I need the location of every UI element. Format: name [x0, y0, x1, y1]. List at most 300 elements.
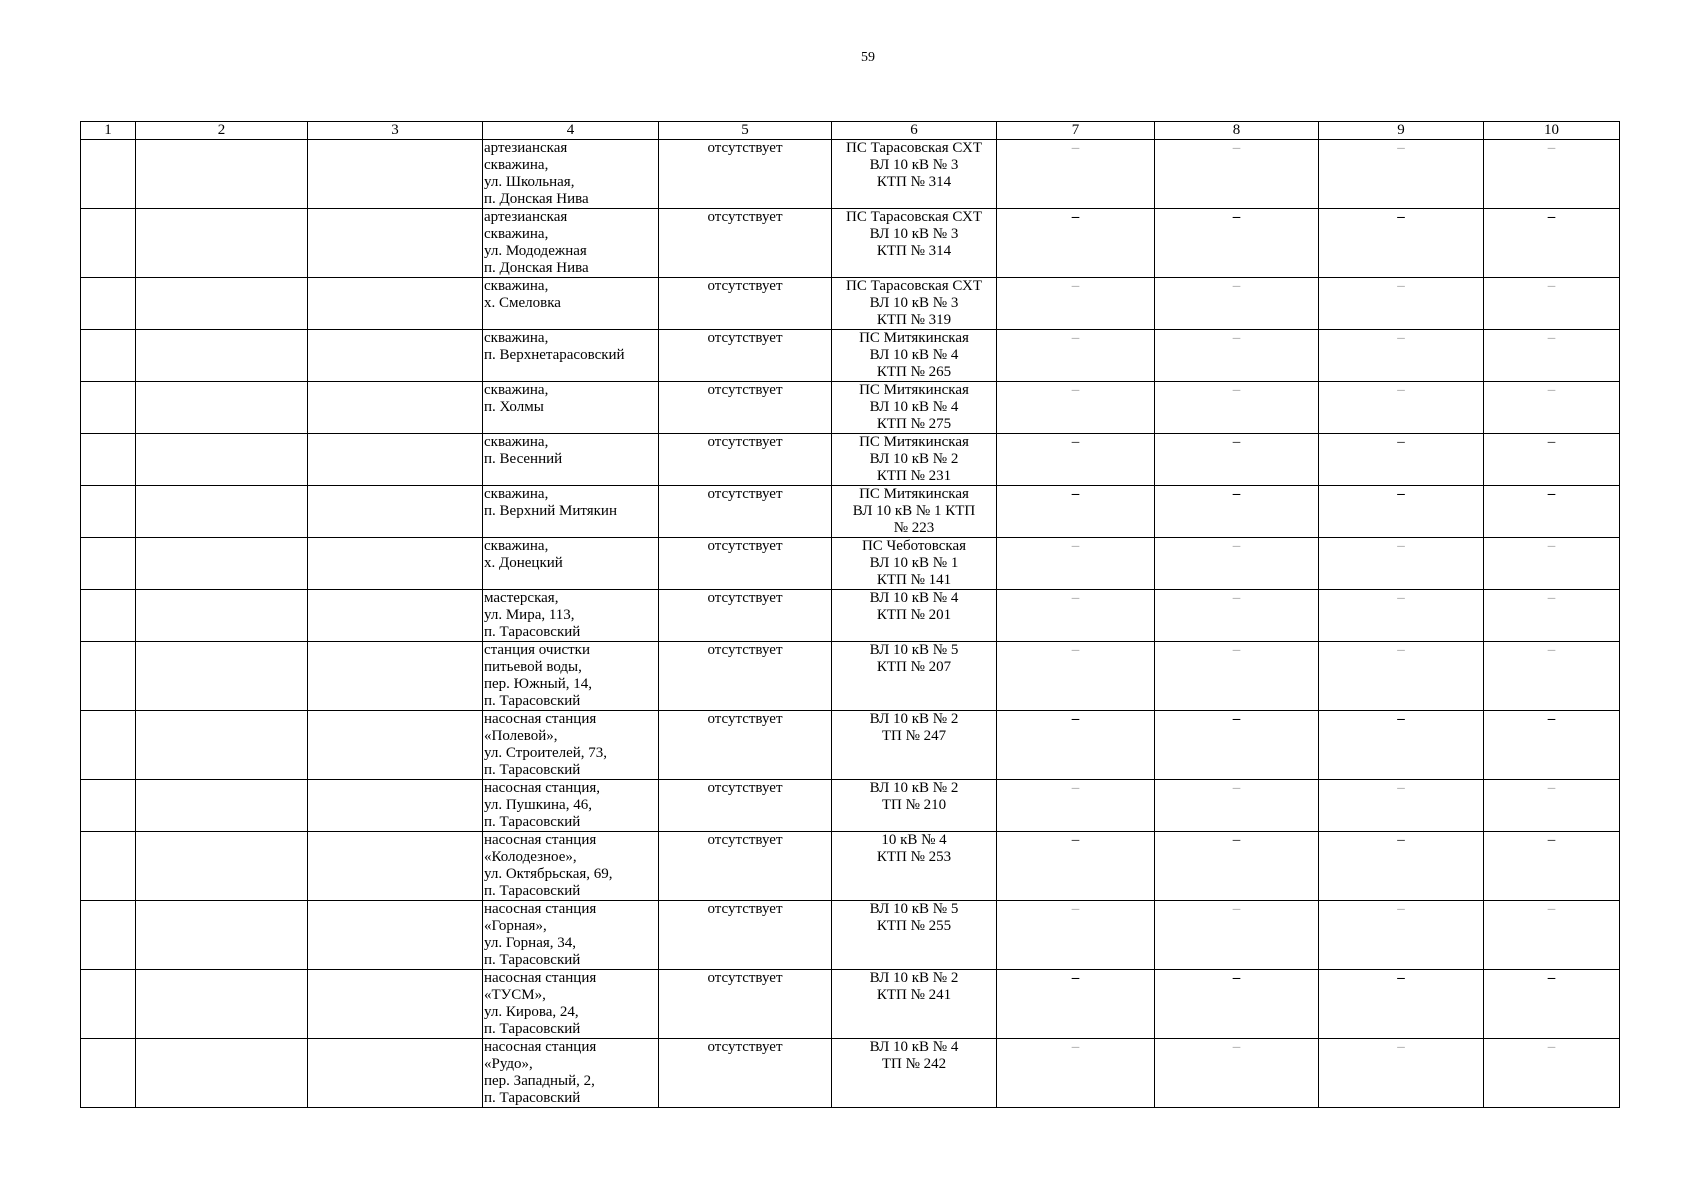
- source-cell: [832, 711, 997, 780]
- dash-cell: [1155, 278, 1319, 330]
- dash-cell: [1319, 330, 1484, 382]
- dash-cell: [1155, 780, 1319, 832]
- object-line: скважина,: [484, 330, 549, 346]
- empty-cell: [81, 970, 136, 1039]
- dash-cell: [1319, 140, 1484, 209]
- empty-cell: [136, 486, 308, 538]
- source-line: ТП № 242: [881, 1056, 947, 1072]
- source-line: ПС Тарасовская СХТ: [846, 209, 982, 225]
- object-line: насосная станция: [484, 901, 597, 917]
- object-cell: [483, 209, 659, 278]
- source-line: ПС Митякинская: [859, 330, 969, 346]
- source-line: ВЛ 10 кВ № 4: [869, 1039, 959, 1055]
- dash-cell: [1155, 590, 1319, 642]
- source-line: ВЛ 10 кВ № 4: [869, 347, 959, 363]
- empty-cell: [308, 140, 483, 209]
- object-line: п. Донская Нива: [484, 260, 589, 276]
- object-line: п. Донская Нива: [484, 191, 589, 207]
- source-line: ВЛ 10 кВ № 2: [869, 451, 959, 467]
- table-row: [81, 642, 1620, 711]
- column-header: 5: [659, 122, 832, 140]
- dash-mark: –: [1397, 486, 1405, 502]
- dash-mark: –: [1547, 382, 1556, 398]
- object-line: ул. Мира, 113,: [484, 607, 575, 623]
- dash-mark: –: [1397, 780, 1405, 796]
- dash-mark: –: [1071, 434, 1080, 450]
- dash-mark: –: [1071, 590, 1080, 606]
- dash-mark: –: [1232, 1039, 1241, 1055]
- dash-cell: [1319, 970, 1484, 1039]
- object-line: п. Тарасовский: [484, 883, 581, 899]
- object-cell: [483, 970, 659, 1039]
- dash-cell: [1484, 140, 1620, 209]
- object-line: п. Холмы: [484, 399, 544, 415]
- empty-cell: [308, 278, 483, 330]
- object-cell: [483, 382, 659, 434]
- source-line: КТП № 265: [876, 364, 952, 380]
- dash-cell: [997, 278, 1155, 330]
- object-line: мастерская,: [484, 590, 559, 606]
- object-line: «Полевой»,: [484, 728, 558, 744]
- status-cell: отсутствует: [659, 711, 832, 780]
- dash-cell: [1484, 590, 1620, 642]
- dash-mark: –: [1397, 278, 1405, 294]
- empty-cell: [136, 970, 308, 1039]
- empty-cell: [81, 590, 136, 642]
- object-line: «Колодезное»,: [484, 849, 577, 865]
- source-cell: [832, 590, 997, 642]
- source-line: КТП № 314: [876, 243, 952, 259]
- source-line: ВЛ 10 кВ № 2: [869, 780, 959, 796]
- dash-cell: [1155, 901, 1319, 970]
- source-cell: [832, 642, 997, 711]
- object-line: х. Донецкий: [484, 555, 563, 571]
- column-header: 4: [483, 122, 659, 140]
- status-cell: отсутствует: [659, 832, 832, 901]
- dash-mark: –: [1397, 538, 1405, 554]
- dash-mark: –: [1547, 901, 1556, 917]
- status-cell: отсутствует: [659, 590, 832, 642]
- object-line: п. Весенний: [484, 451, 563, 467]
- dash-mark: –: [1397, 330, 1405, 346]
- dash-cell: [997, 590, 1155, 642]
- table-row: [81, 901, 1620, 970]
- source-cell: [832, 1039, 997, 1108]
- object-line: «Рудо»,: [484, 1056, 533, 1072]
- dash-mark: –: [1547, 209, 1556, 225]
- source-cell: [832, 434, 997, 486]
- dash-mark: –: [1232, 832, 1241, 848]
- object-line: насосная станция: [484, 832, 597, 848]
- empty-cell: [308, 970, 483, 1039]
- dash-cell: [997, 209, 1155, 278]
- dash-mark: –: [1397, 140, 1405, 156]
- dash-cell: [1484, 330, 1620, 382]
- object-line: п. Верхний Митякин: [484, 503, 617, 519]
- object-cell: [483, 538, 659, 590]
- object-line: артезианская: [484, 209, 568, 225]
- dash-mark: –: [1547, 434, 1556, 450]
- source-cell: [832, 382, 997, 434]
- dash-cell: [1484, 901, 1620, 970]
- object-line: станция очистки: [484, 642, 590, 658]
- dash-mark: –: [1397, 832, 1405, 848]
- source-line: КТП № 255: [876, 918, 952, 934]
- source-cell: [832, 140, 997, 209]
- source-line: КТП № 275: [876, 416, 952, 432]
- object-cell: [483, 434, 659, 486]
- status-cell: отсутствует: [659, 780, 832, 832]
- dash-mark: –: [1397, 590, 1405, 606]
- table-row: [81, 1039, 1620, 1108]
- dash-cell: [1155, 538, 1319, 590]
- object-cell: [483, 711, 659, 780]
- object-cell: [483, 278, 659, 330]
- empty-cell: [136, 278, 308, 330]
- dash-cell: [1155, 711, 1319, 780]
- empty-cell: [81, 538, 136, 590]
- source-line: ПС Тарасовская СХТ: [846, 278, 982, 294]
- object-line: «Горная»,: [484, 918, 547, 934]
- source-line: ВЛ 10 кВ № 4: [869, 399, 959, 415]
- source-line: ПС Митякинская: [859, 434, 969, 450]
- empty-cell: [308, 538, 483, 590]
- dash-cell: [997, 486, 1155, 538]
- object-line: скважина,: [484, 226, 549, 242]
- object-line: «ТУСМ»,: [484, 987, 546, 1003]
- source-line: ВЛ 10 кВ № 3: [869, 157, 959, 173]
- source-line: КТП № 231: [876, 468, 952, 484]
- dash-cell: [1155, 1039, 1319, 1108]
- dash-mark: –: [1547, 642, 1556, 658]
- table-body: [81, 140, 1620, 1108]
- dash-cell: [1319, 1039, 1484, 1108]
- empty-cell: [136, 330, 308, 382]
- dash-cell: [1319, 278, 1484, 330]
- empty-cell: [308, 486, 483, 538]
- object-line: п. Верхнетарасовский: [484, 347, 625, 363]
- source-line: ВЛ 10 кВ № 2: [869, 970, 959, 986]
- dash-mark: –: [1071, 330, 1080, 346]
- empty-cell: [308, 642, 483, 711]
- dash-cell: [1155, 382, 1319, 434]
- source-cell: [832, 832, 997, 901]
- status-cell: отсутствует: [659, 901, 832, 970]
- source-line: КТП № 241: [876, 987, 952, 1003]
- dash-cell: [997, 780, 1155, 832]
- status-cell: отсутствует: [659, 209, 832, 278]
- table-row: [81, 434, 1620, 486]
- empty-cell: [136, 538, 308, 590]
- empty-cell: [308, 832, 483, 901]
- dash-cell: [997, 382, 1155, 434]
- dash-cell: [1155, 330, 1319, 382]
- object-line: ул. Мододежная: [484, 243, 587, 259]
- object-line: скважина,: [484, 382, 549, 398]
- dash-mark: –: [1071, 486, 1080, 502]
- object-cell: [483, 832, 659, 901]
- empty-cell: [81, 711, 136, 780]
- source-line: 10 кВ № 4: [881, 832, 947, 848]
- dash-mark: –: [1071, 382, 1080, 398]
- dash-mark: –: [1232, 538, 1241, 554]
- dash-mark: –: [1071, 1039, 1080, 1055]
- source-line: ВЛ 10 кВ № 1: [869, 555, 959, 571]
- source-cell: [832, 970, 997, 1039]
- object-cell: [483, 901, 659, 970]
- column-header: 1: [81, 122, 136, 140]
- source-line: КТП № 201: [876, 607, 952, 623]
- empty-cell: [136, 642, 308, 711]
- dash-cell: [997, 970, 1155, 1039]
- dash-cell: [1484, 970, 1620, 1039]
- table-row: [81, 486, 1620, 538]
- empty-cell: [136, 832, 308, 901]
- dash-mark: –: [1232, 901, 1241, 917]
- dash-cell: [1155, 832, 1319, 901]
- dash-mark: –: [1397, 434, 1405, 450]
- dash-cell: [1484, 486, 1620, 538]
- dash-mark: –: [1547, 278, 1556, 294]
- empty-cell: [308, 330, 483, 382]
- table-row: [81, 382, 1620, 434]
- status-cell: отсутствует: [659, 642, 832, 711]
- object-line: скважина,: [484, 486, 549, 502]
- table-row: [81, 832, 1620, 901]
- dash-mark: –: [1071, 642, 1080, 658]
- object-line: п. Тарасовский: [484, 1021, 581, 1037]
- dash-mark: –: [1232, 970, 1241, 986]
- status-cell: отсутствует: [659, 434, 832, 486]
- dash-mark: –: [1232, 711, 1241, 727]
- dash-mark: –: [1071, 832, 1080, 848]
- dash-mark: –: [1547, 780, 1556, 796]
- dash-cell: [1319, 780, 1484, 832]
- page-number: [0, 50, 1698, 66]
- dash-cell: [997, 642, 1155, 711]
- dash-cell: [1319, 486, 1484, 538]
- object-cell: [483, 780, 659, 832]
- object-line: п. Тарасовский: [484, 762, 581, 778]
- source-cell: [832, 901, 997, 970]
- dash-cell: [1319, 642, 1484, 711]
- object-line: насосная станция,: [484, 780, 600, 796]
- dash-mark: –: [1547, 590, 1556, 606]
- dash-cell: [1484, 780, 1620, 832]
- dash-mark: –: [1547, 970, 1556, 986]
- dash-mark: –: [1397, 970, 1405, 986]
- empty-cell: [136, 590, 308, 642]
- dash-mark: –: [1547, 140, 1556, 156]
- dash-cell: [1484, 382, 1620, 434]
- dash-mark: –: [1547, 486, 1556, 502]
- dash-cell: [1484, 209, 1620, 278]
- dash-mark: –: [1232, 642, 1241, 658]
- dash-cell: [1319, 711, 1484, 780]
- data-table: [80, 121, 1620, 1108]
- source-cell: [832, 330, 997, 382]
- empty-cell: [81, 901, 136, 970]
- object-line: артезианская: [484, 140, 568, 156]
- dash-mark: –: [1232, 590, 1241, 606]
- object-line: скважина,: [484, 157, 549, 173]
- dash-cell: [1319, 434, 1484, 486]
- status-cell: отсутствует: [659, 382, 832, 434]
- status-cell: отсутствует: [659, 970, 832, 1039]
- source-line: КТП № 319: [876, 312, 952, 328]
- column-header: 9: [1319, 122, 1484, 140]
- dash-mark: –: [1397, 901, 1405, 917]
- dash-mark: –: [1397, 711, 1405, 727]
- source-line: ВЛ 10 кВ № 3: [869, 226, 959, 242]
- object-line: х. Смеловка: [484, 295, 561, 311]
- table-row: [81, 330, 1620, 382]
- empty-cell: [81, 434, 136, 486]
- empty-cell: [308, 711, 483, 780]
- dash-cell: [1484, 711, 1620, 780]
- table-row: [81, 140, 1620, 209]
- status-cell: отсутствует: [659, 278, 832, 330]
- empty-cell: [81, 642, 136, 711]
- source-line: ПС Тарасовская СХТ: [846, 140, 982, 156]
- dash-mark: –: [1397, 209, 1405, 225]
- dash-cell: [1484, 434, 1620, 486]
- status-cell: отсутствует: [659, 538, 832, 590]
- dash-mark: –: [1071, 140, 1080, 156]
- dash-mark: –: [1397, 642, 1405, 658]
- dash-mark: –: [1232, 486, 1241, 502]
- empty-cell: [136, 434, 308, 486]
- source-line: ВЛ 10 кВ № 1 КТП: [852, 503, 976, 519]
- page-number-text: 59: [861, 50, 875, 65]
- dash-mark: –: [1071, 278, 1080, 294]
- status-cell: отсутствует: [659, 140, 832, 209]
- empty-cell: [308, 780, 483, 832]
- dash-mark: –: [1232, 209, 1241, 225]
- dash-cell: [1484, 278, 1620, 330]
- object-cell: [483, 330, 659, 382]
- column-header: 8: [1155, 122, 1319, 140]
- object-line: ул. Строителей, 73,: [484, 745, 608, 761]
- dash-mark: –: [1547, 1039, 1556, 1055]
- object-cell: [483, 140, 659, 209]
- empty-cell: [81, 486, 136, 538]
- object-line: насосная станция: [484, 1039, 597, 1055]
- dash-mark: –: [1071, 780, 1080, 796]
- dash-cell: [997, 832, 1155, 901]
- dash-cell: [1155, 140, 1319, 209]
- object-line: ул. Кирова, 24,: [484, 1004, 579, 1020]
- dash-cell: [997, 711, 1155, 780]
- empty-cell: [136, 1039, 308, 1108]
- column-header: 2: [136, 122, 308, 140]
- dash-cell: [1484, 538, 1620, 590]
- object-cell: [483, 1039, 659, 1108]
- empty-cell: [136, 901, 308, 970]
- table-row: [81, 711, 1620, 780]
- dash-cell: [1319, 538, 1484, 590]
- source-line: ТП № 247: [881, 728, 947, 744]
- source-line: ВЛ 10 кВ № 2: [869, 711, 959, 727]
- empty-cell: [136, 382, 308, 434]
- object-line: скважина,: [484, 538, 549, 554]
- empty-cell: [81, 832, 136, 901]
- dash-cell: [997, 1039, 1155, 1108]
- empty-cell: [308, 434, 483, 486]
- source-cell: [832, 209, 997, 278]
- dash-cell: [997, 901, 1155, 970]
- source-line: ВЛ 10 кВ № 5: [869, 642, 959, 658]
- dash-mark: –: [1232, 434, 1241, 450]
- empty-cell: [81, 140, 136, 209]
- dash-cell: [1484, 642, 1620, 711]
- dash-mark: –: [1071, 538, 1080, 554]
- dash-cell: [1319, 209, 1484, 278]
- table-row: [81, 780, 1620, 832]
- object-line: скважина,: [484, 278, 549, 294]
- status-cell: отсутствует: [659, 1039, 832, 1108]
- object-line: ул. Школьная,: [484, 174, 575, 190]
- source-line: КТП № 314: [876, 174, 952, 190]
- source-cell: [832, 278, 997, 330]
- dash-mark: –: [1547, 538, 1556, 554]
- object-line: п. Тарасовский: [484, 624, 581, 640]
- source-cell: [832, 780, 997, 832]
- dash-cell: [1319, 590, 1484, 642]
- empty-cell: [136, 140, 308, 209]
- object-line: ул. Пушкина, 46,: [484, 797, 592, 813]
- object-line: скважина,: [484, 434, 549, 450]
- dash-mark: –: [1232, 382, 1241, 398]
- empty-cell: [136, 780, 308, 832]
- status-cell: отсутствует: [659, 486, 832, 538]
- empty-cell: [136, 209, 308, 278]
- object-line: питьевой воды,: [484, 659, 582, 675]
- dash-cell: [1155, 209, 1319, 278]
- source-line: КТП № 253: [876, 849, 952, 865]
- object-line: ул. Горная, 34,: [484, 935, 577, 951]
- object-line: п. Тарасовский: [484, 1090, 581, 1106]
- dash-mark: –: [1547, 330, 1556, 346]
- dash-mark: –: [1547, 711, 1556, 727]
- column-header: 10: [1484, 122, 1620, 140]
- source-line: ПС Митякинская: [859, 382, 969, 398]
- object-line: п. Тарасовский: [484, 814, 581, 830]
- object-line: п. Тарасовский: [484, 693, 581, 709]
- column-header: 7: [997, 122, 1155, 140]
- dash-cell: [1319, 382, 1484, 434]
- column-header: 6: [832, 122, 997, 140]
- dash-cell: [997, 434, 1155, 486]
- dash-mark: –: [1397, 382, 1405, 398]
- source-line: ВЛ 10 кВ № 5: [869, 901, 959, 917]
- dash-cell: [1319, 901, 1484, 970]
- empty-cell: [81, 330, 136, 382]
- dash-mark: –: [1071, 970, 1080, 986]
- status-cell: отсутствует: [659, 330, 832, 382]
- object-cell: [483, 486, 659, 538]
- table-row: [81, 538, 1620, 590]
- empty-cell: [81, 382, 136, 434]
- dash-cell: [997, 140, 1155, 209]
- dash-mark: –: [1071, 711, 1080, 727]
- source-line: КТП № 207: [876, 659, 952, 675]
- object-cell: [483, 590, 659, 642]
- dash-cell: [997, 330, 1155, 382]
- source-line: ПС Чеботовская: [861, 538, 967, 554]
- table-row: [81, 590, 1620, 642]
- source-line: ТП № 210: [881, 797, 947, 813]
